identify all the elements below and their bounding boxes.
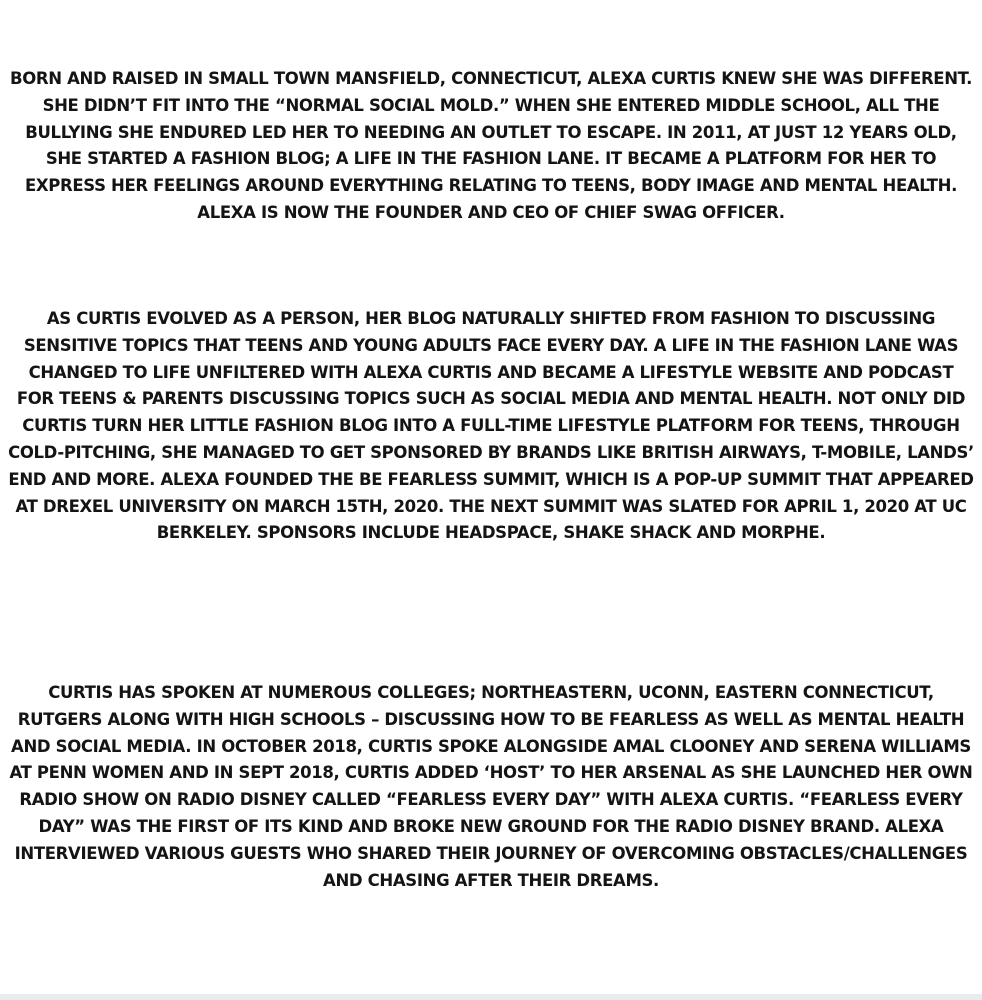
bio-paragraph-speaking-radio: CURTIS HAS SPOKEN AT NUMEROUS COLLEGES; NORTHEASTERN, UCONN, EASTERN CONNECTICUT, RUTGERS ALONG WITH HIGH SCHOOLS – DISCUSSING HOW TO BE FEARLESS AS WELL AS MENTAL HEALTH AND SOCIAL MEDIA. IN OCTOBER 2018, CURTIS SPOKE ALONGSIDE AMAL CLOONEY AND SERENA WILLIAMS AT PENN WOMEN AND IN SEPT 2018, CURTIS ADDED ‘HOST’ TO HER ARSENAL AS SHE LAUNCHED HER OWN RADIO SHOW ON RADIO DISNEY CALLED “FEARLESS EVERY DAY” WITH ALEXA CURTIS. “FEARLESS EVERY DAY” WAS THE FIRST OF ITS KIND AND BROKE NEW GROUND FOR THE RADIO DISNEY BRAND. ALEXA INTERVIEWED VARIOUS GUESTS WHO SHARED THEIR JOURNEY OF OVERCOMING OBSTACLES/CHALLENGES AND CHASING AFTER THEIR DREAMS. bbox=[9, 683, 973, 890]
page-bottom-divider bbox=[0, 994, 982, 1000]
bio-paragraph-blog-evolution: AS CURTIS EVOLVED AS A PERSON, HER BLOG NATURALLY SHIFTED FROM FASHION TO DISCUSSING SENSITIVE TOPICS THAT TEENS AND YOUNG ADULTS FACE EVERY DAY. A LIFE IN THE FASHION LANE WAS CHANGED TO LIFE UNFILTERED WITH ALEXA CURTIS AND BECAME A LIFESTYLE WEBSITE AND PODCAST FOR TEENS & PARENTS DISCUSSING TOPICS SUCH AS SOCIAL MEDIA AND MENTAL HEALTH. NOT ONLY DID CURTIS TURN HER LITTLE FASHION BLOG INTO A FULL-TIME LIFESTYLE PLATFORM FOR TEENS, THROUGH COLD-PITCHING, SHE MANAGED TO GET SPONSORED BY BRANDS LIKE BRITISH AIRWAYS, T-MOBILE, LANDS’ END AND MORE. ALEXA FOUNDED THE BE FEARLESS SUMMIT, WHICH IS A POP-UP SUMMIT THAT APPEARED AT DREXEL UNIVERSITY ON MARCH 15TH, 2020. THE NEXT SUMMIT WAS SLATED FOR APRIL 1, 2020 AT UC BERKELEY. SPONSORS INCLUDE HEADSPACE, SHAKE SHACK AND MORPHE. bbox=[8, 309, 974, 543]
bio-paragraph-early-life: BORN AND RAISED IN SMALL TOWN MANSFIELD, CONNECTICUT, ALEXA CURTIS KNEW SHE WAS DIFFERENT. SHE DIDN’T FIT INTO THE “NORMAL SOCIAL MOLD.” WHEN SHE ENTERED MIDDLE SCHOOL, ALL THE BULLYING SHE ENDURED LED HER TO NEEDING AN OUTLET TO ESCAPE. IN 2011, AT JUST 12 YEARS OLD, SHE STARTED A FASHION BLOG; A LIFE IN THE FASHION LANE. IT BECAME A PLATFORM FOR HER TO EXPRESS HER FEELINGS AROUND EVERYTHING RELATING TO TEENS, BODY IMAGE AND MENTAL HEALTH. ALEXA IS NOW THE FOUNDER AND CEO OF CHIEF SWAG OFFICER. bbox=[9, 69, 972, 222]
